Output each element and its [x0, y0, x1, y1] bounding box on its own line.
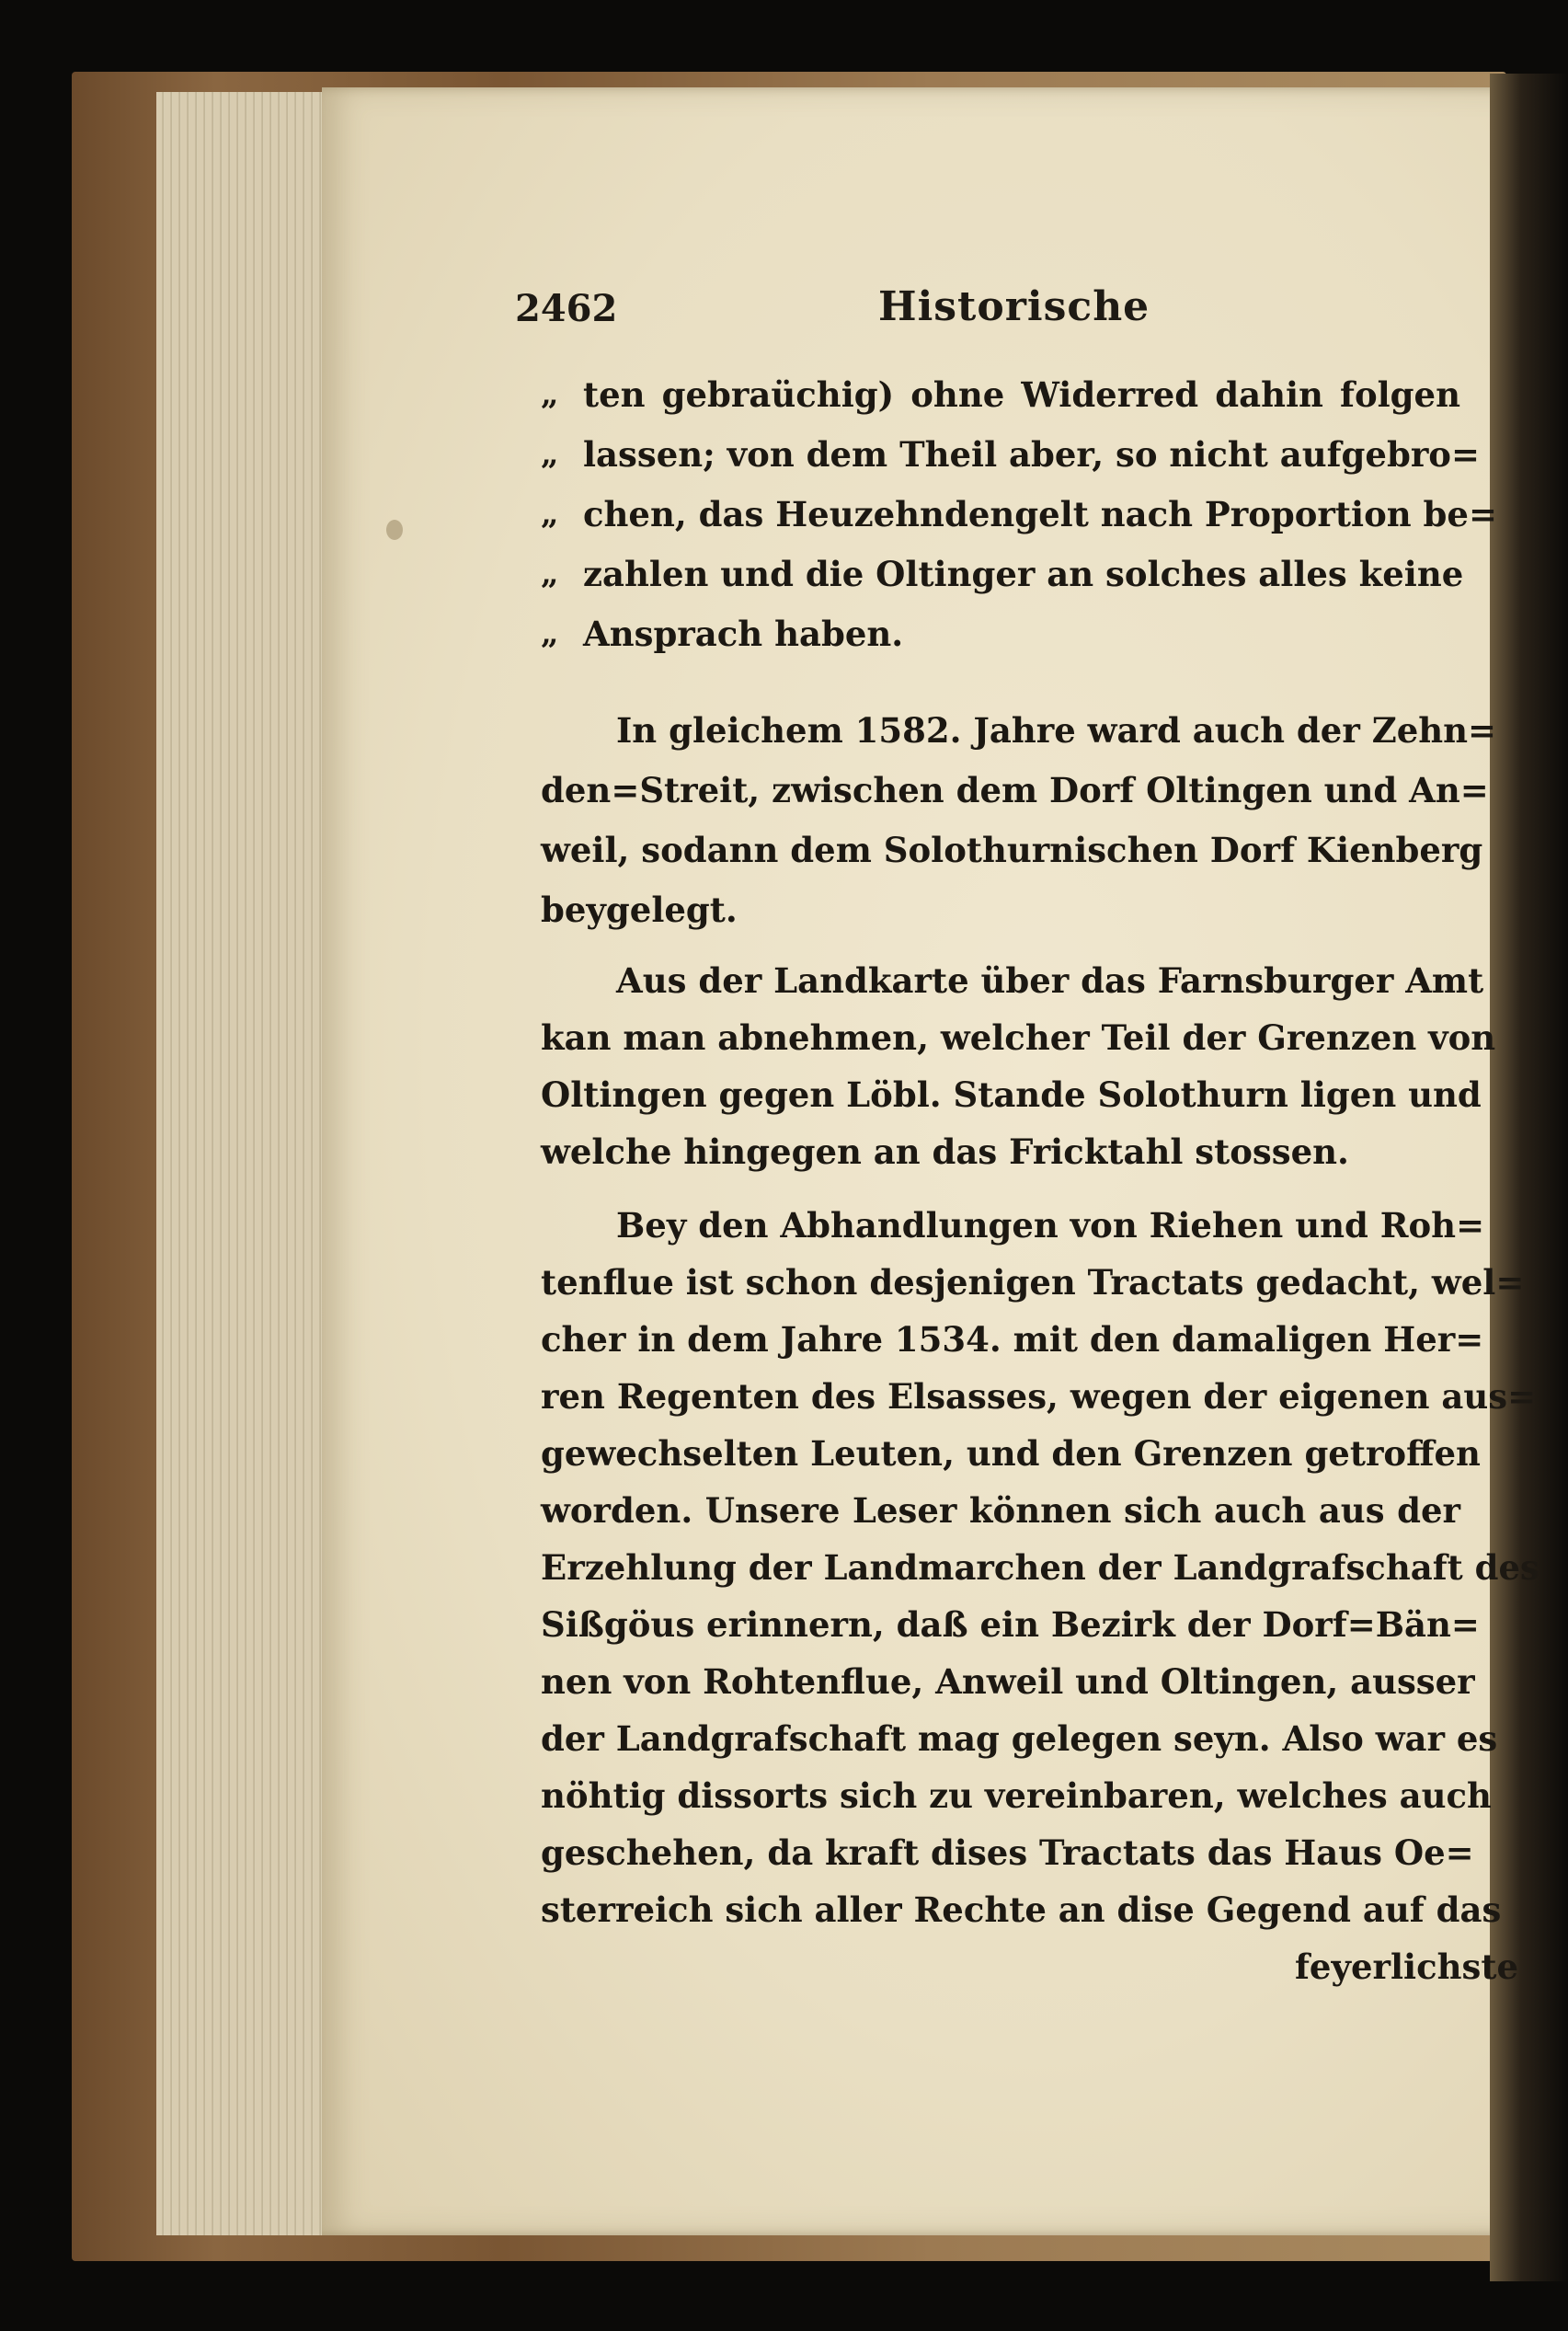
- text-line: kan man abnehmen, welcher Teil der Grenzen von: [541, 1017, 1496, 1058]
- quote-mark: „: [541, 615, 559, 652]
- text-line: ten gebraüchig) ohne Widerred dahin folgen: [583, 374, 1460, 415]
- quote-mark: „: [541, 376, 559, 413]
- text-line: Erzehlung der Landmarchen der Landgrafschaft des: [541, 1547, 1539, 1588]
- text-line: tenflue ist schon desjenigen Tractats gedacht, wel=: [541, 1262, 1525, 1303]
- text-line: In gleichem 1582. Jahre ward auch der Zehn=: [616, 710, 1497, 751]
- text-line: chen, das Heuzehndengelt nach Proportion be=: [583, 494, 1497, 534]
- text-line: cher in dem Jahre 1534. mit den damaligen Her=: [541, 1319, 1484, 1360]
- text-line: Bey den Abhandlungen von Riehen und Roh=: [616, 1205, 1485, 1246]
- text-line: beygelegt.: [541, 890, 738, 930]
- quote-mark: „: [541, 496, 559, 533]
- text-line: zahlen und die Oltinger an solches alles keine: [583, 554, 1464, 594]
- text-line: Ansprach haben.: [583, 614, 904, 654]
- catchword: feyerlichste: [1295, 1946, 1518, 1987]
- text-line: nöhtig dissorts sich zu vereinbaren, welches auch: [541, 1775, 1492, 1816]
- running-title: Historische: [878, 283, 1150, 330]
- text-line: Aus der Landkarte über das Farnsburger Amt: [616, 960, 1484, 1001]
- text-line: lassen; von dem Theil aber, so nicht aufgebro=: [583, 434, 1480, 475]
- text-line: Sißgöus erinnern, daß ein Bezirk der Dorf=Bän=: [541, 1604, 1480, 1645]
- text-line: geschehen, da kraft dises Tractats das Haus Oe=: [541, 1832, 1474, 1873]
- text-line: welche hingegen an das Fricktahl stossen.: [541, 1131, 1349, 1172]
- text-line: ren Regenten des Elsasses, wegen der eigenen aus=: [541, 1376, 1537, 1417]
- text-line: Oltingen gegen Löbl. Stande Solothurn ligen und: [541, 1074, 1482, 1115]
- text-line: weil, sodann dem Solothurnischen Dorf Kienberg: [541, 830, 1483, 870]
- text-line: der Landgrafschaft mag gelegen seyn. Also war es: [541, 1718, 1498, 1759]
- page-number: 2462: [515, 287, 618, 330]
- text-line: gewechselten Leuten, und den Grenzen getroffen: [541, 1433, 1481, 1474]
- text-line: worden. Unsere Leser können sich auch aus der: [541, 1490, 1460, 1531]
- quote-mark: „: [541, 556, 559, 592]
- text-line: den=Streit, zwischen dem Dorf Oltingen und An=: [541, 770, 1489, 810]
- quote-mark: „: [541, 436, 559, 473]
- text-line: nen von Rohtenflue, Anweil und Oltingen, ausser: [541, 1661, 1475, 1702]
- text-line: sterreich sich aller Rechte an dise Gegend auf das: [541, 1889, 1502, 1930]
